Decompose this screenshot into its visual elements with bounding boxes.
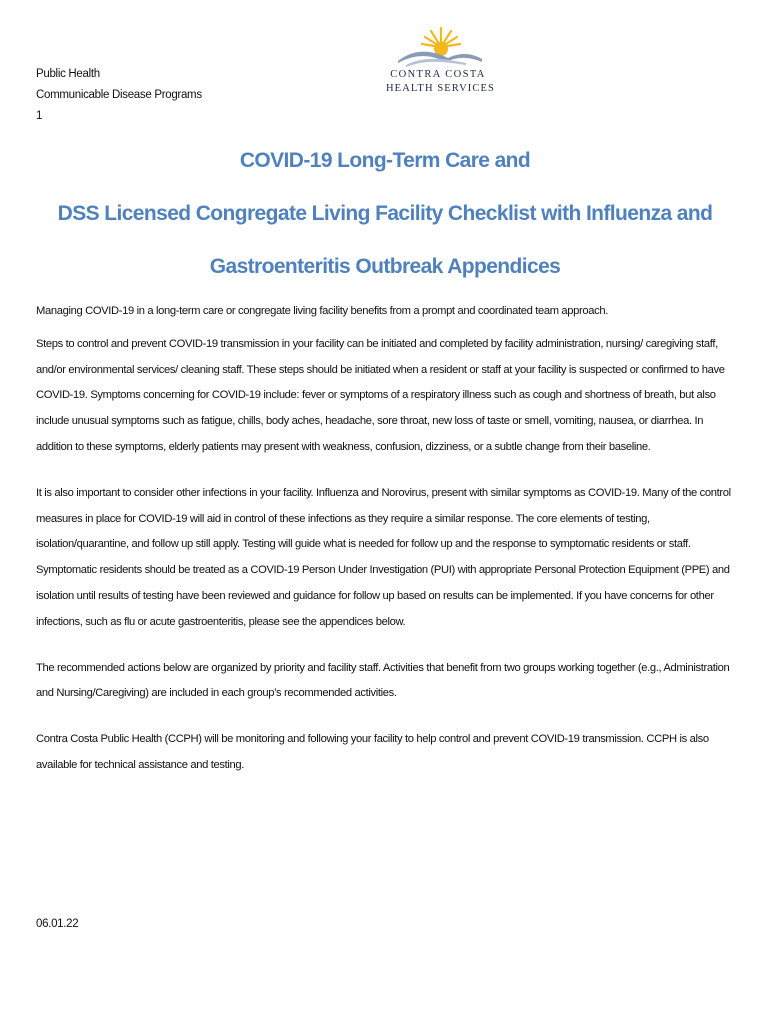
contra-costa-logo [386, 25, 496, 103]
recommended-actions-paragraph: The recommended actions below are organized by priority and facility staff. Activities that benefit from two groups working together (e.g., Administration and Nursing/Caregiving) are included in each group’s recommended activities. [36, 661, 730, 700]
department-label: Public Health [36, 68, 100, 80]
sun-hills-logo-icon [386, 25, 490, 71]
document-title [30, 134, 740, 293]
document-date: 06.01.22 [36, 918, 79, 930]
logo-text-line2: HEALTH SERVICES [386, 83, 495, 94]
symptoms-paragraph: Steps to control and prevent COVID-19 transmission in your facility can be initiated and completed by facility administration, nursing/ caregiving staff, and/or environmental services/ cleaning staff. These steps should be initiated when a resident or staff at your facility is suspected or confirmed to have COVID-19. Symptoms concerning for COVID-19 include: fever or symptoms of a respiratory illness such as cough and shortness of breath, but also include unusual symptoms such as fatigue, chills, body aches, headache, sore throat, new loss of taste or smell, vomiting, nausea, or diarrhea. In addition to these symptoms, elderly patients may present with weakness, confusion, dizziness, or a subtle change from their baseline. [36, 337, 725, 453]
title-line-3: Gastroenteritis Outbreak Appendices [209, 255, 561, 278]
other-infections-paragraph: It is also important to consider other infections in your facility. Influenza and Norovirus, present with similar symptoms as COVID-19. Many of the control measures in place for COVID-19 will aid in control of these infections as they require a similar response. The core elements of testing, isolation/quarantine, and follow up still apply. Testing will guide what is needed for follow up and the response to symptomatic residents or staff. Symptomatic residents should be treated as a COVID-19 Person Under Investigation (PUI) with appropriate Personal Protection Equipment (PPE) and isolation until results of testing have been reviewed and guidance for follow up based on results can be implemented. If you have concerns for other infections, such as flu or acute gastroenteritis, please see the appendices below. [36, 486, 731, 628]
intro-paragraph: Managing COVID-19 in a long-term care or congregate living facility benefits from a prompt and coordinated team approach. [36, 305, 609, 317]
logo-text-line1: CONTRA COSTA [390, 69, 486, 80]
ccph-paragraph: Contra Costa Public Health (CCPH) will be monitoring and following your facility to help control and prevent COVID-19 transmission. CCPH is also available for technical assistance and testing. [36, 733, 709, 771]
header-info [36, 64, 202, 127]
title-line-1: COVID-19 Long-Term Care and [239, 149, 531, 172]
document-body [36, 299, 736, 779]
program-label: Communicable Disease Programs [36, 89, 202, 101]
title-line-2: DSS Licensed Congregate Living Facility Checklist with Influenza and [57, 202, 713, 225]
page-number: 1 [36, 110, 43, 122]
